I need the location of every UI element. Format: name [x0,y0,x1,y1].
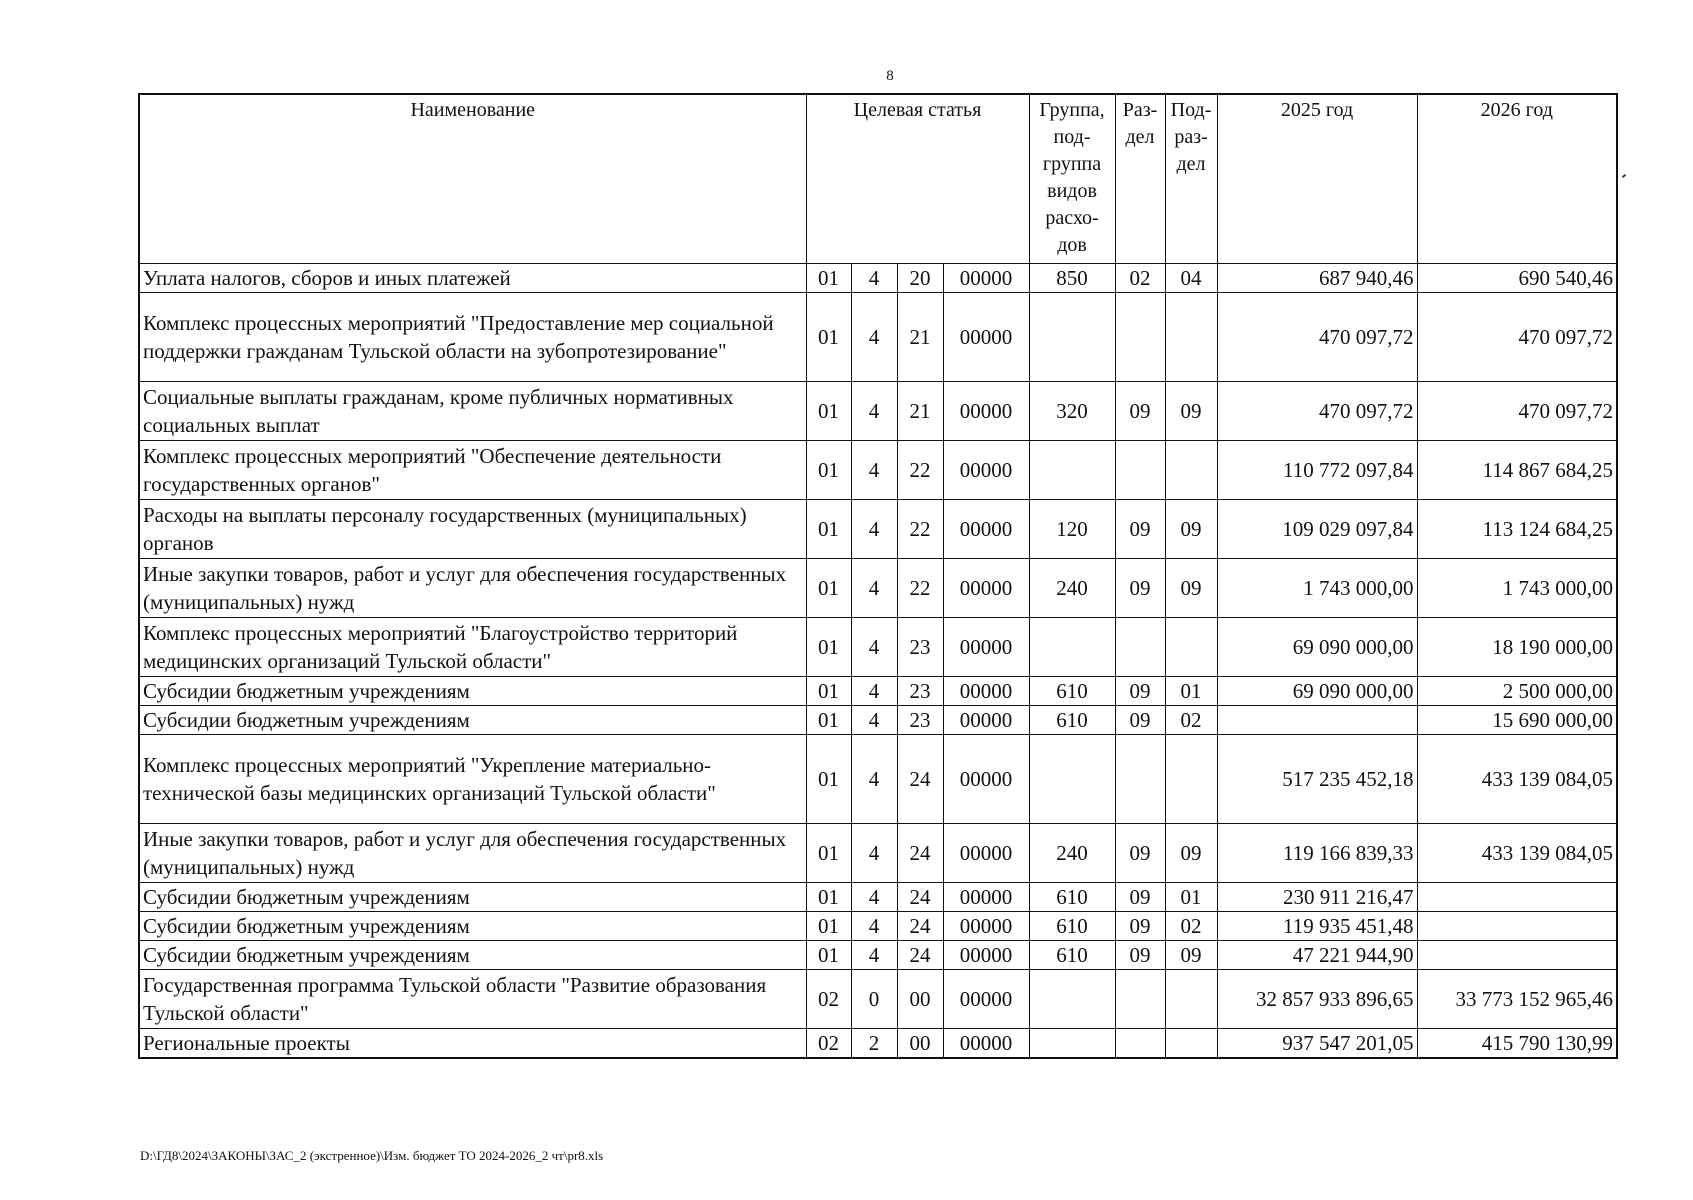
target-item: 23 [897,617,943,676]
amount-2026: 470 097,72 [1417,381,1617,440]
table-row [139,617,1617,676]
row-name: Социальные выплаты гражданам, кроме публичных нормативных социальных выплат [139,381,806,440]
section-code: 09 [1115,705,1165,734]
target-type: 4 [851,734,897,823]
amount-2026: 33 773 152 965,46 [1417,969,1617,1028]
target-direction: 00000 [943,263,1029,292]
amount-2026: 114 867 684,25 [1417,440,1617,499]
amount-2026: 433 139 084,05 [1417,823,1617,882]
target-program: 01 [806,617,851,676]
target-type: 4 [851,911,897,940]
expense-group [1029,617,1115,676]
target-item: 24 [897,882,943,911]
row-name: Субсидии бюджетным учреждениям [139,940,806,969]
target-program: 01 [806,940,851,969]
target-direction: 00000 [943,440,1029,499]
header-2026: 2026 год [1417,94,1617,263]
target-direction: 00000 [943,1028,1029,1058]
row-name: Субсидии бюджетным учреждениям [139,911,806,940]
target-type: 4 [851,381,897,440]
expense-group: 850 [1029,263,1115,292]
section-code [1115,969,1165,1028]
row-name: Комплекс процессных мероприятий "Предоставление мер социальной поддержки гражданам Тульской области на зубопротезирование" [139,292,806,381]
target-item: 00 [897,1028,943,1058]
target-program: 01 [806,558,851,617]
target-program: 01 [806,734,851,823]
amount-2025: 517 235 452,18 [1217,734,1417,823]
target-direction: 00000 [943,499,1029,558]
expense-group: 610 [1029,705,1115,734]
subsection-code [1165,734,1217,823]
target-direction: 00000 [943,823,1029,882]
page-number: 8 [886,68,894,84]
target-item: 24 [897,734,943,823]
subsection-code: 04 [1165,263,1217,292]
subsection-code [1165,440,1217,499]
expense-group: 610 [1029,882,1115,911]
target-direction: 00000 [943,969,1029,1028]
target-type: 4 [851,292,897,381]
amount-2026: 15 690 000,00 [1417,705,1617,734]
section-code: 02 [1115,263,1165,292]
target-type: 0 [851,969,897,1028]
subsection-code: 09 [1165,558,1217,617]
target-type: 4 [851,617,897,676]
table-row [139,558,1617,617]
amount-2025: 110 772 097,84 [1217,440,1417,499]
target-type: 4 [851,676,897,705]
section-code [1115,617,1165,676]
subsection-code: 02 [1165,911,1217,940]
amount-2025: 937 547 201,05 [1217,1028,1417,1058]
subsection-code [1165,1028,1217,1058]
target-item: 20 [897,263,943,292]
row-name: Расходы на выплаты персоналу государственных (муниципальных) органов [139,499,806,558]
target-direction: 00000 [943,734,1029,823]
expense-group [1029,734,1115,823]
expense-group: 610 [1029,940,1115,969]
table-row [139,381,1617,440]
row-name: Комплекс процессных мероприятий "Благоустройство территорий медицинских организаций Тульской области" [139,617,806,676]
section-code [1115,1028,1165,1058]
section-code [1115,292,1165,381]
table-row [139,440,1617,499]
target-item: 21 [897,381,943,440]
amount-2026 [1417,882,1617,911]
subsection-code: 01 [1165,676,1217,705]
target-direction: 00000 [943,381,1029,440]
header-expense-group: Группа, под-группа видов расхо-дов [1029,94,1115,263]
target-item: 22 [897,499,943,558]
amount-2025: 1 743 000,00 [1217,558,1417,617]
target-program: 01 [806,823,851,882]
expense-group: 320 [1029,381,1115,440]
subsection-code [1165,292,1217,381]
subsection-code: 09 [1165,499,1217,558]
amount-2025: 32 857 933 896,65 [1217,969,1417,1028]
subsection-code [1165,969,1217,1028]
amount-2026: 2 500 000,00 [1417,676,1617,705]
amount-2026: 690 540,46 [1417,263,1617,292]
amount-2026: 470 097,72 [1417,292,1617,381]
section-code: 09 [1115,381,1165,440]
header-target-article: Целевая статья [806,94,1029,263]
table-row [139,940,1617,969]
expense-group [1029,969,1115,1028]
amount-2025: 109 029 097,84 [1217,499,1417,558]
amount-2025: 69 090 000,00 [1217,676,1417,705]
section-code: 09 [1115,911,1165,940]
budget-table [138,93,1618,1059]
subsection-code: 09 [1165,823,1217,882]
target-item: 22 [897,558,943,617]
target-type: 4 [851,440,897,499]
amount-2026: 113 124 684,25 [1417,499,1617,558]
section-code: 09 [1115,940,1165,969]
subsection-code: 09 [1165,381,1217,440]
target-type: 4 [851,940,897,969]
subsection-code: 02 [1165,705,1217,734]
row-name: Комплекс процессных мероприятий "Укрепление материально-технической базы медицинских организаций Тульской области" [139,734,806,823]
expense-group: 610 [1029,676,1115,705]
target-type: 4 [851,882,897,911]
target-item: 24 [897,823,943,882]
target-type: 4 [851,705,897,734]
amount-2026: 1 743 000,00 [1417,558,1617,617]
target-program: 01 [806,292,851,381]
target-item: 24 [897,911,943,940]
subsection-code: 01 [1165,882,1217,911]
target-item: 24 [897,940,943,969]
subsection-code [1165,617,1217,676]
table-row [139,705,1617,734]
amount-2025: 119 166 839,33 [1217,823,1417,882]
target-program: 02 [806,1028,851,1058]
table-row [139,499,1617,558]
expense-group: 610 [1029,911,1115,940]
target-type: 4 [851,263,897,292]
table-row [139,676,1617,705]
target-direction: 00000 [943,292,1029,381]
target-program: 01 [806,676,851,705]
expense-group [1029,292,1115,381]
amount-2025: 687 940,46 [1217,263,1417,292]
header-section: Раз-дел [1115,94,1165,263]
row-name: Государственная программа Тульской области "Развитие образования Тульской области" [139,969,806,1028]
target-item: 22 [897,440,943,499]
target-type: 4 [851,499,897,558]
table-row [139,823,1617,882]
amount-2025: 119 935 451,48 [1217,911,1417,940]
row-name: Иные закупки товаров, работ и услуг для обеспечения государственных (муниципальных) нужд [139,558,806,617]
scan-mark [1622,174,1626,178]
target-type: 2 [851,1028,897,1058]
expense-group: 240 [1029,823,1115,882]
section-code [1115,440,1165,499]
target-program: 01 [806,911,851,940]
section-code: 09 [1115,558,1165,617]
target-program: 01 [806,882,851,911]
header-subsection: Под-раз-дел [1165,94,1217,263]
target-program: 01 [806,499,851,558]
target-direction: 00000 [943,705,1029,734]
amount-2025 [1217,705,1417,734]
target-item: 00 [897,969,943,1028]
amount-2026: 415 790 130,99 [1417,1028,1617,1058]
amount-2025: 230 911 216,47 [1217,882,1417,911]
target-direction: 00000 [943,617,1029,676]
row-name: Комплекс процессных мероприятий "Обеспечение деятельности государственных органов" [139,440,806,499]
target-item: 23 [897,705,943,734]
section-code: 09 [1115,882,1165,911]
target-direction: 00000 [943,882,1029,911]
target-type: 4 [851,558,897,617]
section-code [1115,734,1165,823]
amount-2025: 47 221 944,90 [1217,940,1417,969]
amount-2026: 433 139 084,05 [1417,734,1617,823]
amount-2026 [1417,911,1617,940]
target-direction: 00000 [943,911,1029,940]
target-item: 23 [897,676,943,705]
header-name: Наименование [139,94,806,263]
target-direction: 00000 [943,940,1029,969]
expense-group [1029,440,1115,499]
table-row [139,734,1617,823]
table-row [139,263,1617,292]
target-program: 01 [806,263,851,292]
target-program: 01 [806,705,851,734]
amount-2025: 470 097,72 [1217,292,1417,381]
target-program: 01 [806,440,851,499]
section-code: 09 [1115,499,1165,558]
row-name: Субсидии бюджетным учреждениям [139,676,806,705]
table-row [139,1028,1617,1058]
amount-2025: 69 090 000,00 [1217,617,1417,676]
row-name: Субсидии бюджетным учреждениям [139,882,806,911]
subsection-code: 09 [1165,940,1217,969]
table-row [139,911,1617,940]
expense-group: 240 [1029,558,1115,617]
row-name: Уплата налогов, сборов и иных платежей [139,263,806,292]
row-name: Иные закупки товаров, работ и услуг для обеспечения государственных (муниципальных) нужд [139,823,806,882]
target-program: 01 [806,381,851,440]
footer-file-path: D:\ГД8\2024\ЗАКОНЫ\ЗАС_2 (экстренное)\Изм. бюджет ТО 2024-2026_2 чт\pr8.xls [140,1148,604,1163]
row-name: Региональные проекты [139,1028,806,1058]
section-code: 09 [1115,676,1165,705]
target-program: 02 [806,969,851,1028]
target-direction: 00000 [943,558,1029,617]
amount-2026 [1417,940,1617,969]
target-direction: 00000 [943,676,1029,705]
table-row [139,292,1617,381]
table-row [139,969,1617,1028]
amount-2025: 470 097,72 [1217,381,1417,440]
expense-group [1029,1028,1115,1058]
expense-group: 120 [1029,499,1115,558]
target-item: 21 [897,292,943,381]
table-row [139,882,1617,911]
target-type: 4 [851,823,897,882]
row-name: Субсидии бюджетным учреждениям [139,705,806,734]
section-code: 09 [1115,823,1165,882]
amount-2026: 18 190 000,00 [1417,617,1617,676]
header-2025: 2025 год [1217,94,1417,263]
